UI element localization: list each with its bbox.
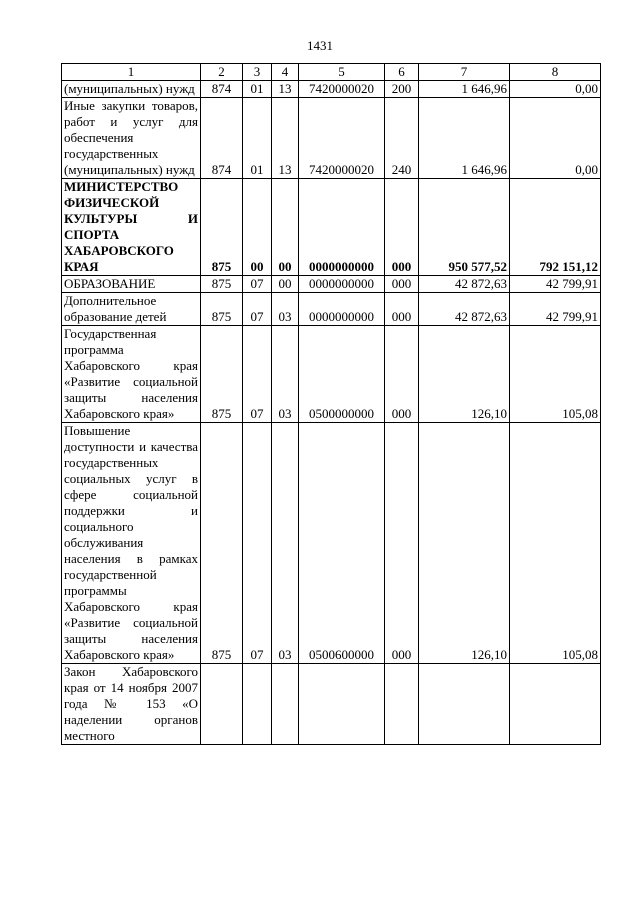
row-name: МИНИСТЕРСТВО ФИЗИЧЕСКОЙ КУЛЬТУРЫ И СПОРТА ХАБАРОВСКОГО КРАЯ xyxy=(62,179,201,276)
cell-section: 00 xyxy=(243,179,272,276)
cell-ministry-code: 875 xyxy=(201,326,243,423)
cell-amount-1: 42 872,63 xyxy=(419,293,510,326)
cell-target-article: 0500000000 xyxy=(299,326,385,423)
cell-target-article xyxy=(299,664,385,745)
cell-subsection: 13 xyxy=(272,98,299,179)
cell-section: 07 xyxy=(243,423,272,664)
cell-ministry-code: 874 xyxy=(201,98,243,179)
row-name: (муниципальных) нужд xyxy=(62,81,201,98)
cell-amount-1: 126,10 xyxy=(419,326,510,423)
header-cell: 2 xyxy=(201,64,243,81)
cell-amount-2: 792 151,12 xyxy=(510,179,601,276)
cell-amount-2: 42 799,91 xyxy=(510,293,601,326)
cell-target-article: 7420000020 xyxy=(299,81,385,98)
table-row xyxy=(62,98,601,179)
header-cell: 6 xyxy=(385,64,419,81)
cell-subsection: 00 xyxy=(272,179,299,276)
cell-amount-2: 42 799,91 xyxy=(510,276,601,293)
cell-amount-2: 105,08 xyxy=(510,423,601,664)
table-row xyxy=(62,293,601,326)
cell-subsection: 03 xyxy=(272,326,299,423)
cell-expense-type: 000 xyxy=(385,293,419,326)
cell-expense-type: 000 xyxy=(385,326,419,423)
row-name: ОБРАЗОВАНИЕ xyxy=(62,276,201,293)
cell-amount-1 xyxy=(419,664,510,745)
row-name: Повышение доступности и качества государственных социальных услуг в сфере социальной поддержки и социального обслуживания населения в рамках государственной программы Хабаровского края «Развитие социальной защиты населения Хабаровского края» xyxy=(62,423,201,664)
cell-amount-1: 950 577,52 xyxy=(419,179,510,276)
table-row xyxy=(62,179,601,276)
cell-section: 07 xyxy=(243,293,272,326)
cell-expense-type: 200 xyxy=(385,81,419,98)
budget-table xyxy=(61,63,601,745)
header-cell: 7 xyxy=(419,64,510,81)
cell-amount-2: 0,00 xyxy=(510,98,601,179)
cell-expense-type: 000 xyxy=(385,423,419,664)
cell-amount-2: 0,00 xyxy=(510,81,601,98)
row-name: Государственная программа Хабаровского края «Развитие социальной защиты населения Хабаровского края» xyxy=(62,326,201,423)
cell-amount-1: 42 872,63 xyxy=(419,276,510,293)
table-row xyxy=(62,276,601,293)
cell-section xyxy=(243,664,272,745)
cell-amount-2 xyxy=(510,664,601,745)
cell-amount-1: 126,10 xyxy=(419,423,510,664)
cell-subsection: 13 xyxy=(272,81,299,98)
table-row xyxy=(62,664,601,745)
cell-expense-type xyxy=(385,664,419,745)
row-name: Дополнительное образование детей xyxy=(62,293,201,326)
cell-subsection: 00 xyxy=(272,276,299,293)
header-cell: 3 xyxy=(243,64,272,81)
header-cell: 5 xyxy=(299,64,385,81)
cell-section: 01 xyxy=(243,81,272,98)
cell-target-article: 0000000000 xyxy=(299,276,385,293)
table-row xyxy=(62,326,601,423)
cell-ministry-code xyxy=(201,664,243,745)
cell-target-article: 0000000000 xyxy=(299,293,385,326)
cell-expense-type: 240 xyxy=(385,98,419,179)
cell-section: 07 xyxy=(243,276,272,293)
header-row xyxy=(62,64,601,81)
cell-subsection: 03 xyxy=(272,293,299,326)
cell-subsection xyxy=(272,664,299,745)
cell-target-article: 0000000000 xyxy=(299,179,385,276)
row-name: Иные закупки товаров, работ и услуг для обеспечения государственных (муниципальных) нужд xyxy=(62,98,201,179)
cell-ministry-code: 874 xyxy=(201,81,243,98)
cell-target-article: 7420000020 xyxy=(299,98,385,179)
cell-expense-type: 000 xyxy=(385,276,419,293)
cell-target-article: 0500600000 xyxy=(299,423,385,664)
cell-amount-1: 1 646,96 xyxy=(419,98,510,179)
header-cell: 4 xyxy=(272,64,299,81)
cell-amount-1: 1 646,96 xyxy=(419,81,510,98)
cell-section: 07 xyxy=(243,326,272,423)
cell-ministry-code: 875 xyxy=(201,179,243,276)
page-number: 1431 xyxy=(307,38,333,53)
cell-ministry-code: 875 xyxy=(201,293,243,326)
cell-ministry-code: 875 xyxy=(201,276,243,293)
cell-ministry-code: 875 xyxy=(201,423,243,664)
cell-subsection: 03 xyxy=(272,423,299,664)
table-row xyxy=(62,81,601,98)
header-cell: 8 xyxy=(510,64,601,81)
cell-amount-2: 105,08 xyxy=(510,326,601,423)
cell-section: 01 xyxy=(243,98,272,179)
cell-expense-type: 000 xyxy=(385,179,419,276)
table-row xyxy=(62,423,601,664)
row-name: Закон Хабаровского края от 14 ноября 2007 года № 153 «О наделении органов местного xyxy=(62,664,201,745)
header-cell: 1 xyxy=(62,64,201,81)
